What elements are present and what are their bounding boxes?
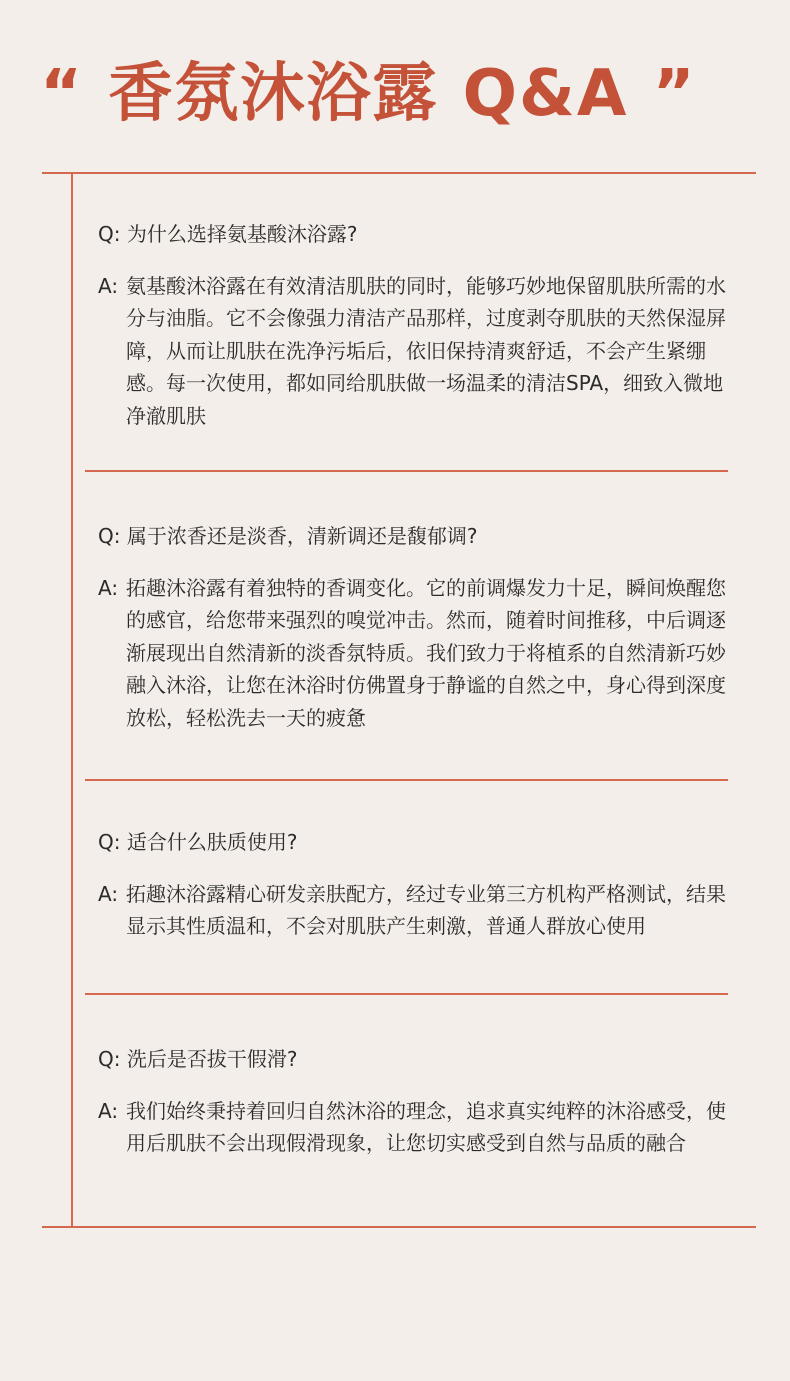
answer-text: 我们始终秉持着回归自然沐浴的理念，追求真实纯粹的沐浴感受，使用后肌肤不会出现假滑现象，让您切实感受到自然与品质的融合 (126, 1099, 726, 1156)
question-text: 洗后是否拔干假滑? (126, 1047, 298, 1071)
question (98, 826, 738, 858)
question (98, 218, 738, 250)
answer-text: 拓趣沐浴露有着独特的香调变化。它的前调爆发力十足，瞬间焕醒您的感官，给您带来强烈的嗅觉冲击。然而，随着时间推移，中后调逐渐展现出自然清新的淡香氛特质。我们致力于将植系的自然清新巧妙融入沐浴，让您在沐浴时仿佛置身于静谧的自然之中，身心得到深度放松，轻松洗去一天的疲惫 (126, 576, 726, 730)
qa-item-3 (98, 826, 738, 943)
answer (98, 1095, 738, 1160)
page-title: “ 香氛沐浴露 Q&A ” (40, 57, 697, 131)
answer-text: 拓趣沐浴露精心研发亲肤配方，经过专业第三方机构严格测试，结果显示其性质温和，不会对肌肤产生刺激，普通人群放心使用 (126, 882, 726, 939)
left-accent-line (71, 173, 73, 1227)
answer (98, 572, 738, 734)
q-label: Q: (98, 524, 121, 548)
top-divider (42, 172, 756, 174)
q-label: Q: (98, 830, 121, 854)
divider (85, 779, 728, 781)
question-text: 为什么选择氨基酸沐浴露? (126, 222, 358, 246)
question-text: 适合什么肤质使用? (126, 830, 298, 854)
bottom-divider (42, 1226, 756, 1228)
answer (98, 878, 738, 943)
q-label: Q: (98, 222, 121, 246)
question (98, 520, 738, 552)
qa-item-1 (98, 218, 738, 432)
a-label: A: (98, 882, 119, 906)
a-label: A: (98, 1099, 119, 1123)
question (98, 1043, 738, 1075)
question-text: 属于浓香还是淡香，清新调还是馥郁调? (126, 524, 478, 548)
divider (85, 993, 728, 995)
qa-item-2 (98, 520, 738, 734)
divider (85, 470, 728, 472)
a-label: A: (98, 576, 119, 600)
qa-item-4 (98, 1043, 738, 1160)
a-label: A: (98, 274, 119, 298)
q-label: Q: (98, 1047, 121, 1071)
answer (98, 270, 738, 432)
answer-text: 氨基酸沐浴露在有效清洁肌肤的同时，能够巧妙地保留肌肤所需的水分与油脂。它不会像强力清洁产品那样，过度剥夺肌肤的天然保湿屏障，从而让肌肤在洗净污垢后，依旧保持清爽舒适，不会产生紧绷感。每一次使用，都如同给肌肤做一场温柔的清洁SPA，细致入微地净澈肌肤 (126, 274, 726, 428)
